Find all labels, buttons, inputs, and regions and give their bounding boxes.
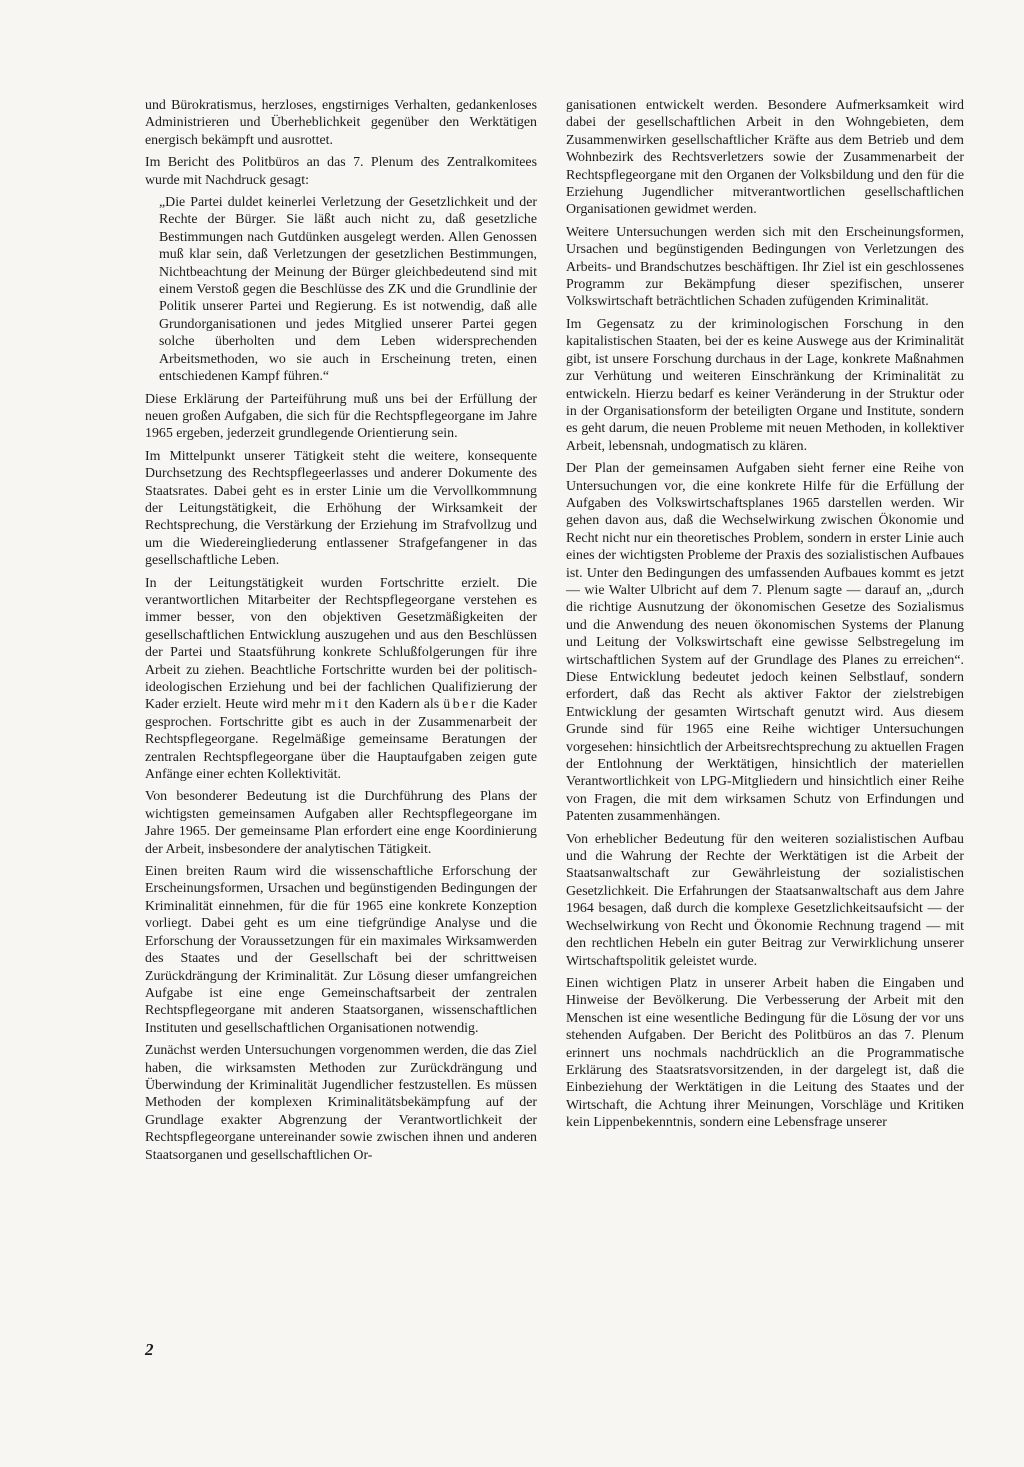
left-column <box>145 97 537 1169</box>
paragraph-text: die Kader gesprochen. Fortschritte gibt es auch in der Zusammenarbeit der Rechtspflegeorgane. Regelmäßige gemeinsame Beratungen der zentralen Rechtspflegeorgane über die Hauptaufgaben zeigen gute Anfänge einer echten Kollektivität. <box>145 697 537 783</box>
paragraph: Diese Erklärung der Parteiführung muß uns bei der Erfüllung der neuen großen Aufgaben, die sich für die Rechtspflegeorgane im Jahre 1965 ergeben, jederzeit grundlegende Orientierung sein. <box>145 391 537 442</box>
paragraph: Einen wichtigen Platz in unserer Arbeit haben die Eingaben und Hinweise der Bevölkerung. Die Verbesserung der Arbeit mit den Menschen ist eine wesentliche Bedingung für die Lösung der vor uns stehenden Aufgaben. Der Bericht des Politbüros an das 7. Plenum erinnert uns nochmals nachdrücklich an die Programmatische Erklärung des Staatsratsvorsitzenden, in der dargelegt ist, daß die Einbeziehung der Werktätigen in die Leitung des Staates und der Wirtschaft, die Achtung ihrer Meinungen, Vorschläge und Kritiken kein Lippenbekenntnis, sondern eine Lebensfrage unserer <box>566 975 964 1131</box>
quotation: „Die Partei duldet keinerlei Verletzung der Gesetzlichkeit und der Rechte der Bürger. Sie läßt auch nicht zu, daß gesetzliche Bestimmungen nach Gutdünken ausgelegt werden. Allen Genossen muß klar sein, daß Verletzungen der gesetzlichen Bestimmungen, Nichtbeachtung der Meinung der Bürger gleichbedeutend sind mit einem Verstoß gegen die Beschlüsse des ZK und die Grundlinie der Politik unserer Partei und Regierung. Es ist notwendig, daß alle Grundorganisationen und jedes Mitglied unserer Partei gegen solche überholten und dem Leben widersprechenden Arbeitsmethoden, wo sie auch in Erscheinung treten, einen entschiedenen Kampf führen.“ <box>159 195 537 385</box>
paragraph: Der Plan der gemeinsamen Aufgaben sieht ferner eine Reihe von Untersuchungen vor, die eine konkrete Hilfe für die Erfüllung der Aufgaben des Volkswirtschaftsplanes 1965 darstellen werden. Wir gehen davon aus, daß die Wechselwirkung zwischen Ökonomie und Recht nicht nur ein theoretisches Problem, sondern in erster Linie auch eines der wichtigsten Probleme der Praxis des sozialistischen Aufbaues ist. Unter den Bedingungen des umfassenden Aufbaues kommt es jetzt — wie Walter Ulbricht auf dem 7. Plenum sagte — darauf an, „durch die richtige Ausnutzung der ökonomischen Gesetze des Sozialismus und die Anwendung des neuen ökonomischen Systems der Planung und Leitung der Volkswirtschaft eine gewisse Selbstregelung im wirtschaftlichen System auf der Grundlage des Planes zu erreichen“. Diese Entwicklung bedeutet jedoch keinen Selbstlauf, sondern erfordert, daß das Recht als aktiver Faktor der zielstrebigen Entwicklung der gesamten Wirtschaft genutzt wird. Aus diesem Grunde sind für 1965 eine Reihe wichtiger Untersuchungen vorgesehen: hinsichtlich der Arbeitsrechtsprechung zu aktuellen Fragen der Entlohnung der Werktätigen, hinsichtlich der materiellen Verantwortlichkeit von LPG-Mitgliedern und hinsichtlich einer Reihe von Fragen, die mit dem wirksamen Schutz von Erfindungen und Patenten zusammenhängen. <box>566 461 964 825</box>
paragraph <box>145 575 537 784</box>
paragraph: Von erheblicher Bedeutung für den weiteren sozialistischen Aufbau und die Wahrung der Rechte der Werktätigen ist die Arbeit der Staatsanwaltschaft zur Gewährleistung der sozialistischen Gesetzlichkeit. Die Erfahrungen der Staatsanwaltschaft aus dem Jahre 1964 besagen, daß durch die komplexe Gesetzlichkeitsaufsicht — der Wechselwirkung von Recht und Ökonomie Rechnung tragend — mit den rechtlichen Hebeln ein guter Beitrag zur Verwirklichung unserer Wirtschaftspolitik geleistet wurde. <box>566 831 964 969</box>
paragraph: Im Mittelpunkt unserer Tätigkeit steht die weitere, konsequente Durchsetzung des Rechtspflegeerlasses und anderer Dokumente des Staatsrates. Dabei geht es in erster Linie um die Vervollkommnung der Leitungstätigkeit, die Erhöhung der Wirksamkeit der Rechtsprechung, die Verstärkung der Erziehung im Strafvollzug und um die Wiedereingliederung entlassener Strafgefangener in das gesellschaftliche Leben. <box>145 448 537 569</box>
paragraph-text: In der Leitungstätigkeit wurden Fortschritte erzielt. Die verantwortlichen Mitarbeiter der Rechtspflegeorgane verstehen es immer besser, von den objektiven Gesetzmäßigkeiten der gesellschaftlichen Entwicklung auszugehen und aus den Beschlüssen der Partei und Staatsführung konkrete Schlußfolgerungen für ihre Arbeit zu ziehen. Beachtliche Fortschritte wurden bei der politisch-ideologischen Erziehung und bei der fachlichen Qualifizierung der Kader erzielt. Heute wird mehr <box>145 575 537 713</box>
paragraph: Im Bericht des Politbüros an das 7. Plenum des Zentralkomitees wurde mit Nachdruck gesagt: <box>145 155 537 188</box>
paragraph: Weitere Untersuchungen werden sich mit den Erscheinungsformen, Ursachen und begünstigenden Bedingungen von Verletzungen des Arbeits- und Brandschutzes beschäftigen. Ihr Ziel ist ein geschlossenes Programm zur Bekämpfung dieser spezifischen, unserer Volkswirtschaft beträchtlichen Schaden zufügenden Kriminalität. <box>566 224 964 310</box>
paragraph: ganisationen entwickelt werden. Besondere Aufmerksamkeit wird dabei der gesellschaftlichen Arbeit in den Wohngebieten, dem Zusammenwirken gesellschaftlicher Kräfte aus dem Betrieb und dem Wohnbezirk des Rechtsverletzers sowie der Zusammenarbeit der Rechtspflegeorgane mit den Organen der Volksbildung und den für die Erziehung Jugendlicher mitverantwortlichen gesellschaftlichen Organisationen gewidmet werden. <box>566 98 964 218</box>
right-column <box>566 97 964 1137</box>
paragraph: Zunächst werden Untersuchungen vorgenommen werden, die das Ziel haben, die wirksamsten Methoden zur Zurückdrängung und Überwindung der Kriminalität Jugendlicher festzustellen. Es müssen Methoden der komplexen Kriminalitätsbekämpfung auf der Grundlage exakter Abgrenzung der Verantwortlichkeit der Rechtspflegeorgane untereinander sowie zwischen ihnen und anderen Staatsorganen und gesellschaftlichen Or- <box>145 1043 537 1163</box>
paragraph: Einen breiten Raum wird die wissenschaftliche Erforschung der Erscheinungsformen, Ursachen und begünstigenden Bedingungen der Kriminalität einnehmen, für die für 1965 eine konkrete Konzeption vorliegt. Dabei geht es um eine tiefgründige Analyse und die Erforschung der Voraussetzungen für ein maximales Wirksamwerden des Staates und der Gesellschaft bei der schrittweisen Zurückdrängung der Kriminalität. Zur Lösung dieser umfangreichen Aufgabe ist eine enge Gemeinschaftsarbeit der zentralen Rechtspflegeorgane mit anderen Staatsorganen, wissenschaftlichen Instituten und gesellschaftlichen Organisationen notwendig. <box>145 864 537 1036</box>
page-number: 2 <box>145 1340 154 1359</box>
paragraph: Von besonderer Bedeutung ist die Durchführung des Plans der wichtigsten gemeinsamen Aufgaben aller Rechtspflegeorgane im Jahre 1965. Der gemeinsame Plan erfordert eine enge Koordinierung der Arbeit, insbesondere der analytischen Tätigkeit. <box>145 789 537 857</box>
paragraph: Im Gegensatz zu der kriminologischen Forschung in den kapitalistischen Staaten, bei der es keine Auswege aus der Kriminalität gibt, ist unsere Forschung durchaus in der Lage, konkrete Maßnahmen zur Verhütung und weiteren Einschränkung der Kriminalität zu entwickeln. Hierzu bedarf es keiner Veränderung in der Struktur oder in der Organisationsform der beteiligten Organe und Institute, sondern es geht darum, die neuen Probleme mit neuen Methoden, in kollektiver Arbeit, lebensnah, undogmatisch zu klären. <box>566 316 964 454</box>
paragraph: und Bürokratismus, herzloses, engstirniges Verhalten, gedankenloses Administrieren und Überheblichkeit gegenüber den Werktätigen energisch bekämpft und ausrottet. <box>145 98 537 148</box>
paragraph-text: den Kadern als <box>354 697 440 713</box>
emphasis-spaced: mit <box>324 697 351 713</box>
emphasis-spaced: über <box>443 697 478 713</box>
